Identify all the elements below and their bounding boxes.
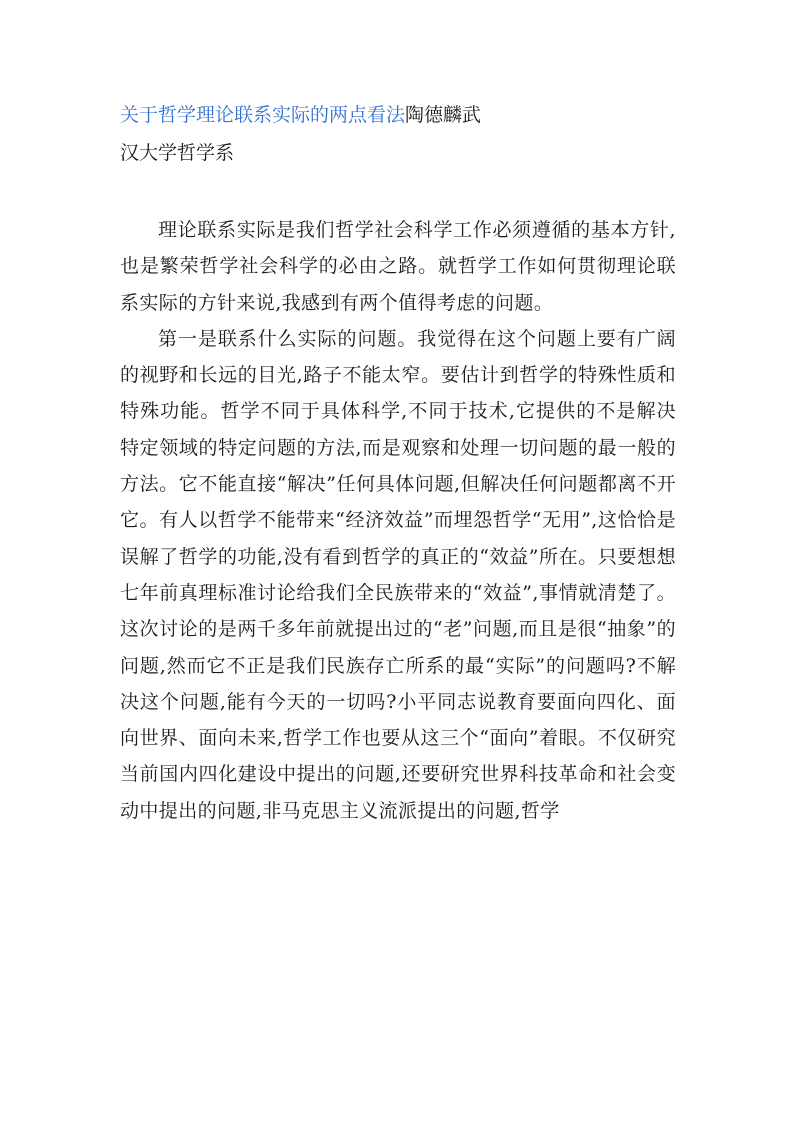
spacer: [120, 172, 676, 212]
title-link[interactable]: 关于哲学理论联系实际的两点看法: [120, 104, 406, 126]
body-paragraph-2: 第一是联系什么实际的问题。我觉得在这个问题上要有广阔的视野和长远的目光,路子不能太窄。要估计到哲学的特殊性质和特殊功能。哲学不同于具体科学,不同于技术,它提供的不是解决特定领域的特定问题的方法,而是观察和处理一切问题的最一般的方法。它不能直接“解决”任何具体问题,但解决任何问题都离不开它。有人以哲学不能带来“经济效益”而埋怨哲学“无用”,这恰恰是误解了哲学的功能,没有看到哲学的真正的“效益”所在。只要想想七年前真理标准讨论给我们全民族带来的“效益”,事情就清楚了。这次讨论的是两千多年前就提出过的“老”问题,而且是很“抽象”的问题,然而它不正是我们民族存亡所系的最“实际”的问题吗?不解决这个问题,能有今天的一切吗?小平同志说教育要面向四化、面向世界、面向未来,哲学工作也要从这三个“面向”着眼。不仅研究当前国内四化建设中提出的问题,还要研究世界科技革命和社会变动中提出的问题,非马克思主义流派提出的问题,哲学: [120, 327, 676, 822]
document-page: [120, 96, 676, 829]
author-name: 陶德麟武: [405, 104, 482, 126]
body-paragraph-1: 理论联系实际是我们哲学社会科学工作必须遵循的基本方针,也是繁荣哲学社会科学的必由之路。就哲学工作如何贯彻理论联系实际的方针来说,我感到有两个值得考虑的问题。: [120, 219, 676, 314]
author-affiliation: 汉大学哲学系: [120, 142, 235, 164]
document-heading: [120, 96, 676, 134]
